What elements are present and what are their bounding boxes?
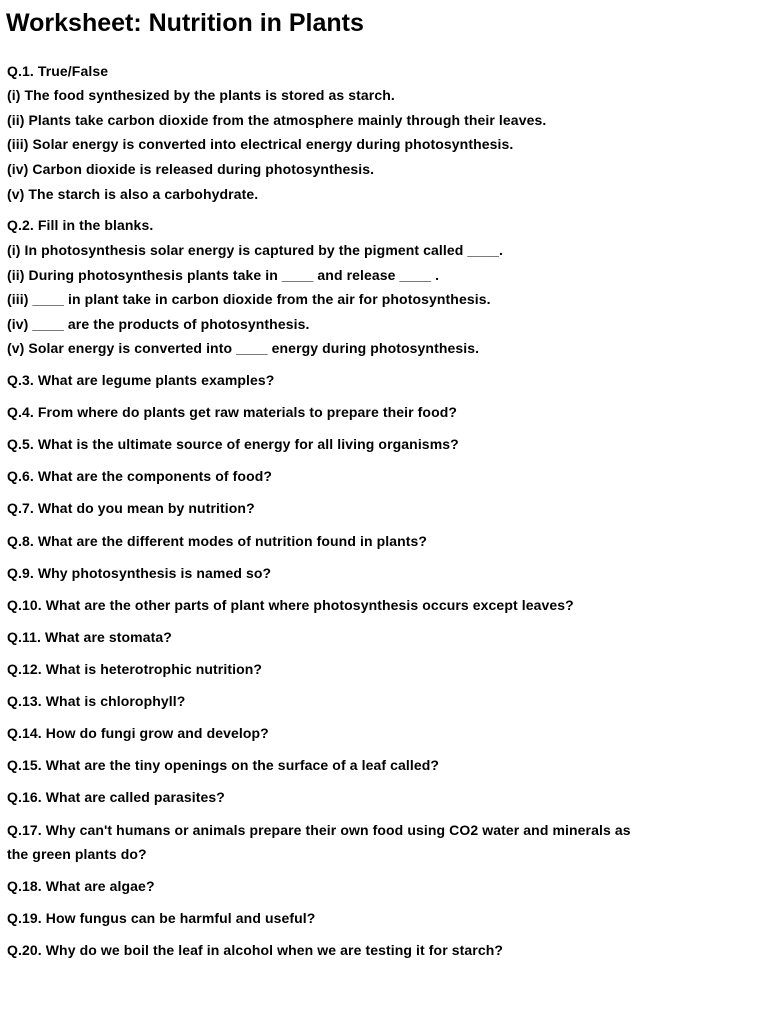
q2-heading: Q.2. Fill in the blanks. bbox=[7, 217, 154, 233]
question-17-continuation: the green plants do? bbox=[7, 846, 147, 862]
question-18: Q.18. What are algae? bbox=[7, 878, 155, 894]
question-16: Q.16. What are called parasites? bbox=[7, 789, 225, 805]
q1-item-i: (i) The food synthesized by the plants is stored as starch. bbox=[7, 87, 395, 103]
question-6: Q.6. What are the components of food? bbox=[7, 468, 273, 484]
question-7: Q.7. What do you mean by nutrition? bbox=[7, 500, 255, 516]
question-10: Q.10. What are the other parts of plant where photosynthesis occurs except leaves? bbox=[7, 597, 574, 613]
q2-item-ii: (ii) During photosynthesis plants take in ____ and release ____ . bbox=[7, 267, 440, 283]
q1-item-iii: (iii) Solar energy is converted into electrical energy during photosynthesis. bbox=[7, 136, 514, 152]
q2-item-v: (v) Solar energy is converted into ____ energy during photosynthesis. bbox=[7, 340, 480, 356]
q1-item-ii: (ii) Plants take carbon dioxide from the atmosphere mainly through their leaves. bbox=[7, 112, 547, 128]
q2-item-iv: (iv) ____ are the products of photosynthesis. bbox=[7, 316, 310, 332]
question-9: Q.9. Why photosynthesis is named so? bbox=[7, 565, 272, 581]
question-4: Q.4. From where do plants get raw materials to prepare their food? bbox=[7, 404, 458, 420]
question-14: Q.14. How do fungi grow and develop? bbox=[7, 725, 269, 741]
q1-item-iv: (iv) Carbon dioxide is released during photosynthesis. bbox=[7, 161, 375, 177]
question-17: Q.17. Why can't humans or animals prepare their own food using CO2 water and minerals as bbox=[7, 822, 631, 838]
question-3: Q.3. What are legume plants examples? bbox=[7, 372, 275, 388]
question-12: Q.12. What is heterotrophic nutrition? bbox=[7, 661, 263, 677]
q1-heading: Q.1. True/False bbox=[7, 63, 109, 79]
page-title: Worksheet: Nutrition in Plants bbox=[6, 9, 364, 37]
question-8: Q.8. What are the different modes of nutrition found in plants? bbox=[7, 533, 428, 549]
q2-item-iii: (iii) ____ in plant take in carbon dioxide from the air for photosynthesis. bbox=[7, 291, 491, 307]
question-19: Q.19. How fungus can be harmful and useful? bbox=[7, 910, 316, 926]
question-15: Q.15. What are the tiny openings on the surface of a leaf called? bbox=[7, 757, 440, 773]
q1-item-v: (v) The starch is also a carbohydrate. bbox=[7, 186, 259, 202]
question-5: Q.5. What is the ultimate source of energy for all living organisms? bbox=[7, 436, 459, 452]
question-13: Q.13. What is chlorophyll? bbox=[7, 693, 186, 709]
q2-item-i: (i) In photosynthesis solar energy is captured by the pigment called ____. bbox=[7, 242, 503, 258]
question-11: Q.11. What are stomata? bbox=[7, 629, 172, 645]
question-20: Q.20. Why do we boil the leaf in alcohol when we are testing it for starch? bbox=[7, 942, 504, 958]
